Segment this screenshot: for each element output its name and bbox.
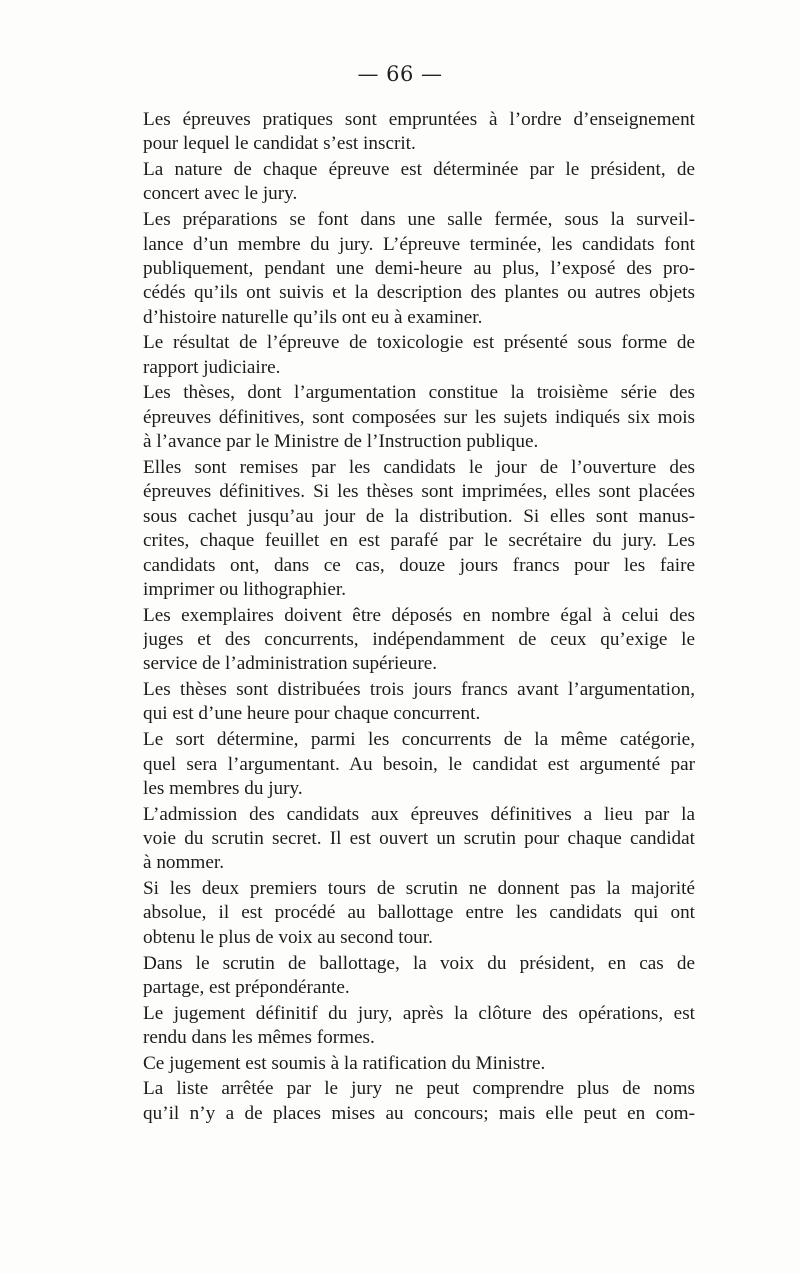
page-number: — 66 — bbox=[357, 62, 443, 86]
text-line: sous cachet jusqu’au jour de la distribution. Si elles sont manus- bbox=[143, 505, 695, 527]
text-line: les membres du jury. bbox=[143, 777, 303, 799]
paragraph bbox=[143, 803, 695, 876]
body-text bbox=[143, 108, 695, 1127]
text-line: juges et des concurrents, indépendamment de ceux qu’exige le bbox=[143, 628, 695, 650]
paragraph bbox=[143, 1002, 695, 1051]
text-line: imprimer ou lithographier. bbox=[143, 578, 347, 600]
text-line: Le jugement définitif du jury, après la clôture des opérations, est bbox=[143, 1002, 695, 1024]
text-line: concert avec le jury. bbox=[143, 183, 298, 205]
text-line: Le sort détermine, parmi les concurrents de la même catégorie, bbox=[143, 729, 695, 751]
text-line: Les exemplaires doivent être déposés en nombre égal à celui des bbox=[143, 604, 695, 626]
text-line: à nommer. bbox=[143, 852, 224, 874]
text-line: La nature de chaque épreuve est déterminée par le président, de bbox=[143, 159, 695, 181]
text-line: à l’avance par le Ministre de l’Instruction publique. bbox=[143, 431, 539, 453]
text-line: service de l’administration supérieure. bbox=[143, 653, 438, 675]
text-line: Les préparations se font dans une salle fermée, sous la surveil- bbox=[143, 209, 695, 231]
text-line: L’admission des candidats aux épreuves définitives a lieu par la bbox=[143, 803, 695, 825]
paragraph bbox=[143, 877, 695, 950]
text-line: épreuves définitives. Si les thèses sont imprimées, elles sont placées bbox=[143, 481, 695, 503]
text-line: Les thèses, dont l’argumentation constitue la troisième série des bbox=[143, 382, 695, 404]
text-line: cédés qu’ils ont suivis et la description des plantes ou autres objets bbox=[143, 282, 695, 304]
paragraph bbox=[143, 208, 695, 330]
paragraph bbox=[143, 728, 695, 801]
paragraph bbox=[143, 381, 695, 454]
text-line: rendu dans les mêmes formes. bbox=[143, 1027, 375, 1049]
text-line: obtenu le plus de voix au second tour. bbox=[143, 926, 433, 948]
paragraph bbox=[143, 1052, 695, 1076]
text-line: absolue, il est procédé au ballottage entre les candidats qui ont bbox=[143, 902, 695, 924]
text-line: Dans le scrutin de ballottage, la voix du président, en cas de bbox=[143, 952, 695, 974]
text-line: pour lequel le candidat s’est inscrit. bbox=[143, 133, 416, 155]
text-line: crites, chaque feuillet en est parafé par le secrétaire du jury. Les bbox=[143, 530, 695, 552]
paragraph bbox=[143, 678, 695, 727]
paragraph bbox=[143, 108, 695, 157]
text-line: qu’il n’y a de places mises au concours; mais elle peut en com- bbox=[143, 1102, 695, 1124]
paragraph bbox=[143, 952, 695, 1001]
paragraph bbox=[143, 604, 695, 677]
paragraph bbox=[143, 1077, 695, 1126]
text-line: Les thèses sont distribuées trois jours francs avant l’argumentation, bbox=[143, 679, 695, 701]
text-line: Si les deux premiers tours de scrutin ne donnent pas la majorité bbox=[143, 878, 695, 900]
paragraph bbox=[143, 456, 695, 602]
text-line: publiquement, pendant une demi-heure au plus, l’exposé des pro- bbox=[143, 257, 695, 279]
paragraph bbox=[143, 331, 695, 380]
text-line: Elles sont remises par les candidats le jour de l’ouverture des bbox=[143, 456, 695, 478]
text-line: Ce jugement est soumis à la ratification du Ministre. bbox=[143, 1052, 546, 1074]
text-line: voie du scrutin secret. Il est ouvert un scrutin pour chaque candidat bbox=[143, 828, 695, 849]
text-line: Le résultat de l’épreuve de toxicologie est présenté sous forme de bbox=[143, 332, 695, 354]
text-line: d’histoire naturelle qu’ils ont eu à examiner. bbox=[143, 306, 483, 328]
text-line: partage, est prépondérante. bbox=[143, 976, 350, 998]
text-line: lance d’un membre du jury. L’épreuve terminée, les candidats font bbox=[143, 233, 695, 255]
text-line: quel sera l’argumentant. Au besoin, le candidat est argumenté par bbox=[143, 753, 695, 775]
text-line: rapport judiciaire. bbox=[143, 356, 281, 378]
text-line: qui est d’une heure pour chaque concurrent. bbox=[143, 703, 481, 725]
paragraph bbox=[143, 158, 695, 207]
text-line: La liste arrêtée par le jury ne peut comprendre plus de noms bbox=[143, 1078, 695, 1100]
text-line: épreuves définitives, sont composées sur les sujets indiqués six mois bbox=[143, 406, 695, 428]
text-line: candidats ont, dans ce cas, douze jours francs pour les faire bbox=[143, 554, 695, 576]
text-line: Les épreuves pratiques sont empruntées à l’ordre d’enseignement bbox=[143, 109, 695, 130]
